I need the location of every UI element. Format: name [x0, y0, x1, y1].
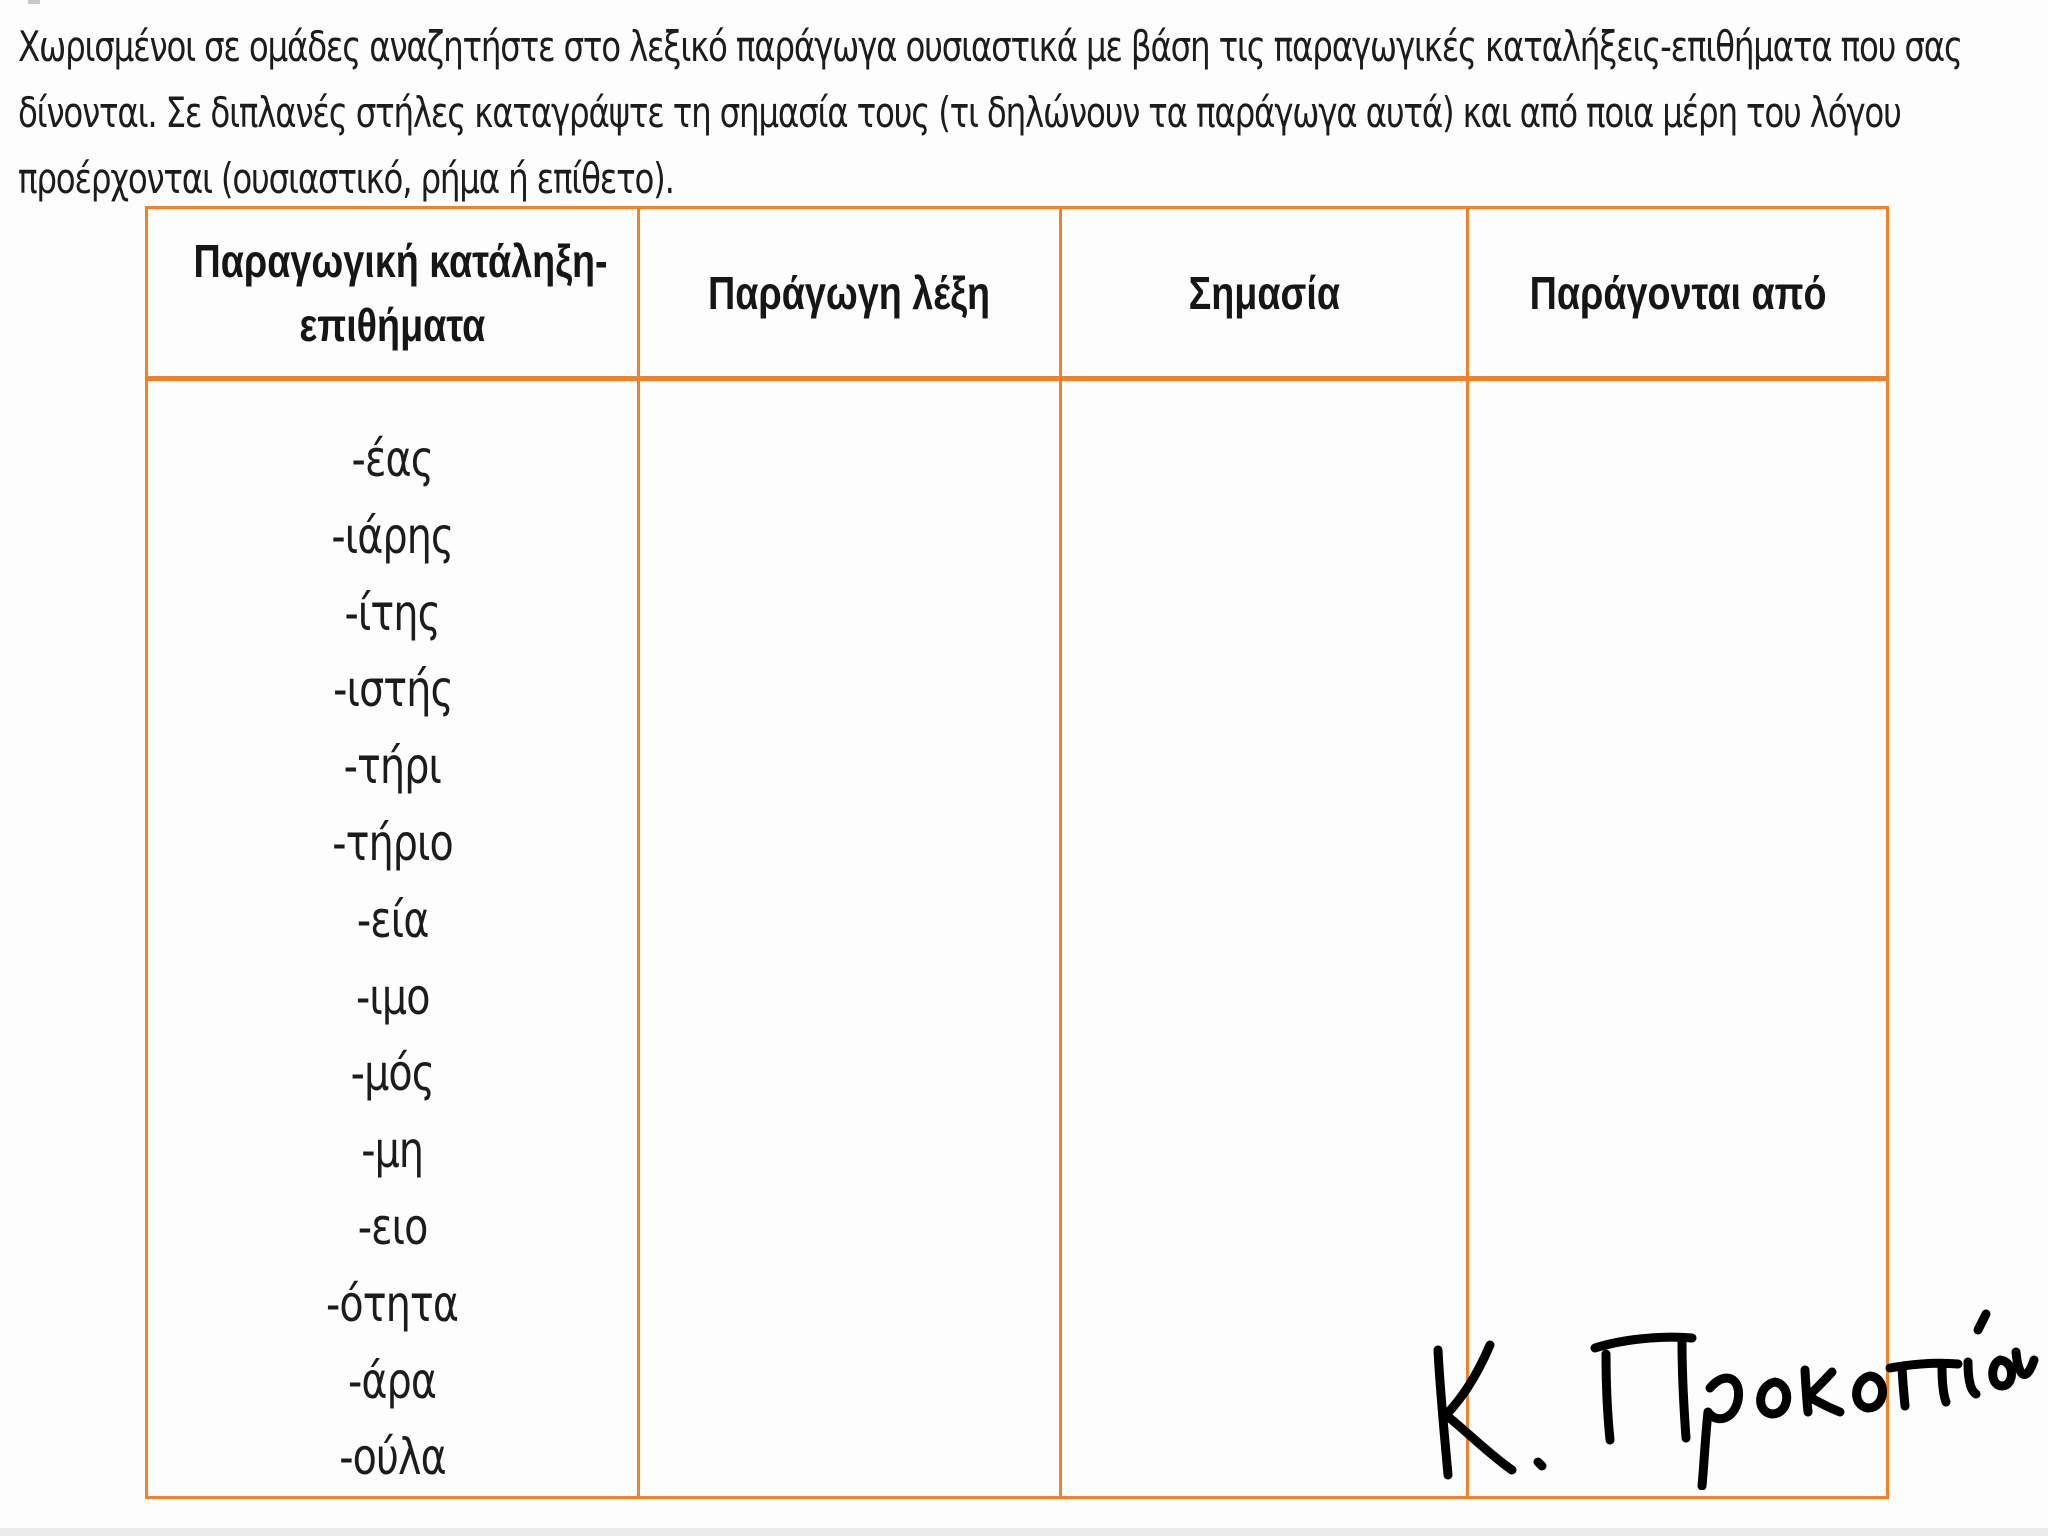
- suffix-list: [148, 381, 637, 1496]
- suffix-list-cell: [147, 379, 639, 1498]
- header-meaning: [1060, 208, 1468, 379]
- suffix-item: -τήρι: [343, 737, 442, 796]
- suffix-item: -ειο: [357, 1197, 428, 1256]
- bottom-edge-strip: [0, 1528, 2048, 1536]
- meaning-cell[interactable]: [1060, 379, 1468, 1498]
- suffix-item: -εία: [356, 890, 429, 949]
- table-body-row: [147, 379, 1888, 1498]
- suffix-item: -μός: [350, 1044, 435, 1103]
- suffix-item: -τήριο: [332, 813, 453, 872]
- suffix-item: -έας: [351, 430, 434, 488]
- header-derived-word-label: Παράγωγη λέξη: [708, 266, 991, 319]
- suffix-item: -ούλα: [339, 1428, 446, 1487]
- suffix-item: -ιμο: [355, 967, 430, 1026]
- header-suffixes: [147, 208, 639, 379]
- header-derived-word: [638, 208, 1060, 379]
- suffix-worksheet-table: [145, 206, 1889, 1499]
- derived-from-cell[interactable]: [1468, 379, 1888, 1498]
- derived-word-cell[interactable]: [638, 379, 1060, 1498]
- header-meaning-label: Σημασία: [1188, 266, 1340, 319]
- table-header-row: [147, 208, 1888, 379]
- suffix-item: -ότητα: [326, 1274, 459, 1333]
- header-suffixes-line2: επιθήματα: [299, 298, 486, 351]
- signature-text: Κ. Προκοπίου: [1420, 1290, 1427, 1291]
- instructions-paragraph: Χωρισμένοι σε ομάδες αναζητήστε στο λεξικό παράγωγα ουσιαστικά με βάση τις παραγωγικές καταλήξεις-επιθήματα που σας δίνονται. Σε διπλανές στήλες καταγράψτε τη σημασία τους (τι δηλώνουν τα παράγωγα αυτά) και από ποια μέρη του λόγου προέρχονται (ουσιαστικό, ρήμα ή επίθετο).: [18, 22, 1962, 203]
- header-suffixes-line1: Παραγωγική κατάληξη-: [193, 234, 608, 287]
- top-edge-mark: [28, 0, 40, 4]
- suffix-item: -μη: [361, 1121, 424, 1180]
- header-derived-from: [1468, 208, 1888, 379]
- suffix-item: -ιάρης: [331, 506, 454, 565]
- suffix-item: -ίτης: [344, 583, 441, 642]
- suffix-item: -άρα: [348, 1351, 437, 1410]
- suffix-item: -ιστής: [332, 660, 453, 719]
- header-derived-from-label: Παράγονται από: [1529, 266, 1827, 319]
